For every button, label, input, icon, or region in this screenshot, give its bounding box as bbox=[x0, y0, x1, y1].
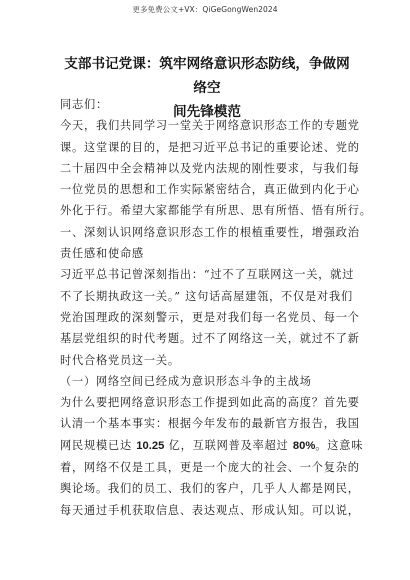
internet-penetration-figure: 80% bbox=[292, 439, 316, 452]
paragraph-line: 课。这堂课的目的，是把习近平总书记的重要论述、党的 bbox=[60, 140, 360, 154]
paragraph-line: 着，网络不仅是工具，更是一个庞大的社会、一个复杂的 bbox=[60, 461, 360, 475]
title-line-1: 支部书记党课：筑牢网络意识形态防线，争做网络空 bbox=[64, 56, 350, 96]
document-body bbox=[60, 94, 372, 521]
quote-line: 党治国理政的深刻警示，更是对我们每一名党员、每一个 bbox=[60, 310, 360, 324]
text-fragment: 。这意味 bbox=[315, 438, 364, 452]
salutation: 同志们： bbox=[60, 98, 108, 111]
quote-line: 不了长期执政这一关。” 这句话高屋建瓴，不仅是对我们 bbox=[60, 289, 353, 303]
subsection-heading: （一）网络空间已经成为意识形态斗争的主战场 bbox=[60, 374, 312, 388]
paragraph-line: 每天通过手机获取信息、表达观点、形成认知。可以说， bbox=[60, 503, 360, 517]
paragraph-line-with-figures bbox=[60, 435, 364, 457]
text-fragment: 亿，互联网普及率超过 bbox=[164, 438, 293, 452]
text-fragment: 网民规模已达 bbox=[60, 438, 137, 452]
quote-line: 基层党组织的时代考题。过不了网络这一关，就过不了新 bbox=[60, 332, 360, 346]
paragraph-line: 一位党员的思想和工作实际紧密结合，真正做到内化于心 bbox=[60, 183, 360, 197]
quote-line: 习近平总书记曾深刻指出：“过不了互联网这一关，就过 bbox=[60, 268, 355, 282]
paragraph-line: 认清一个基本事实：根据今年发布的最新官方报告，我国 bbox=[60, 417, 360, 431]
netizen-count-figure: 10.25 bbox=[136, 439, 165, 452]
paragraph-line: 外化于行。希望大家都能学有所思、思有所悟、悟有所行。 bbox=[60, 204, 372, 218]
quote-line: 时代合格党员这一关。 bbox=[60, 353, 180, 367]
paragraph-line: 二十届四中全会精神以及党内法规的刚性要求，与我们每 bbox=[60, 161, 360, 175]
paragraph-line: 今天，我们共同学习一堂关于网络意识形态工作的专题党 bbox=[60, 119, 360, 133]
title-line-2: 间先锋模范 bbox=[173, 104, 241, 120]
header-watermark-note: 更多免费公文+VX：QiGeGongWen2024 bbox=[132, 5, 278, 14]
paragraph-line: 舆论场。我们的员工、我们的客户，几乎人人都是网民， bbox=[60, 482, 360, 496]
paragraph-line: 为什么要把网络意识形态工作提到如此高的高度？首先要 bbox=[60, 396, 360, 410]
section-heading-line: 责任感和使命感 bbox=[60, 247, 144, 261]
section-heading-line: 一、深刻认识网络意识形态工作的根植重要性，增强政治 bbox=[60, 225, 360, 239]
